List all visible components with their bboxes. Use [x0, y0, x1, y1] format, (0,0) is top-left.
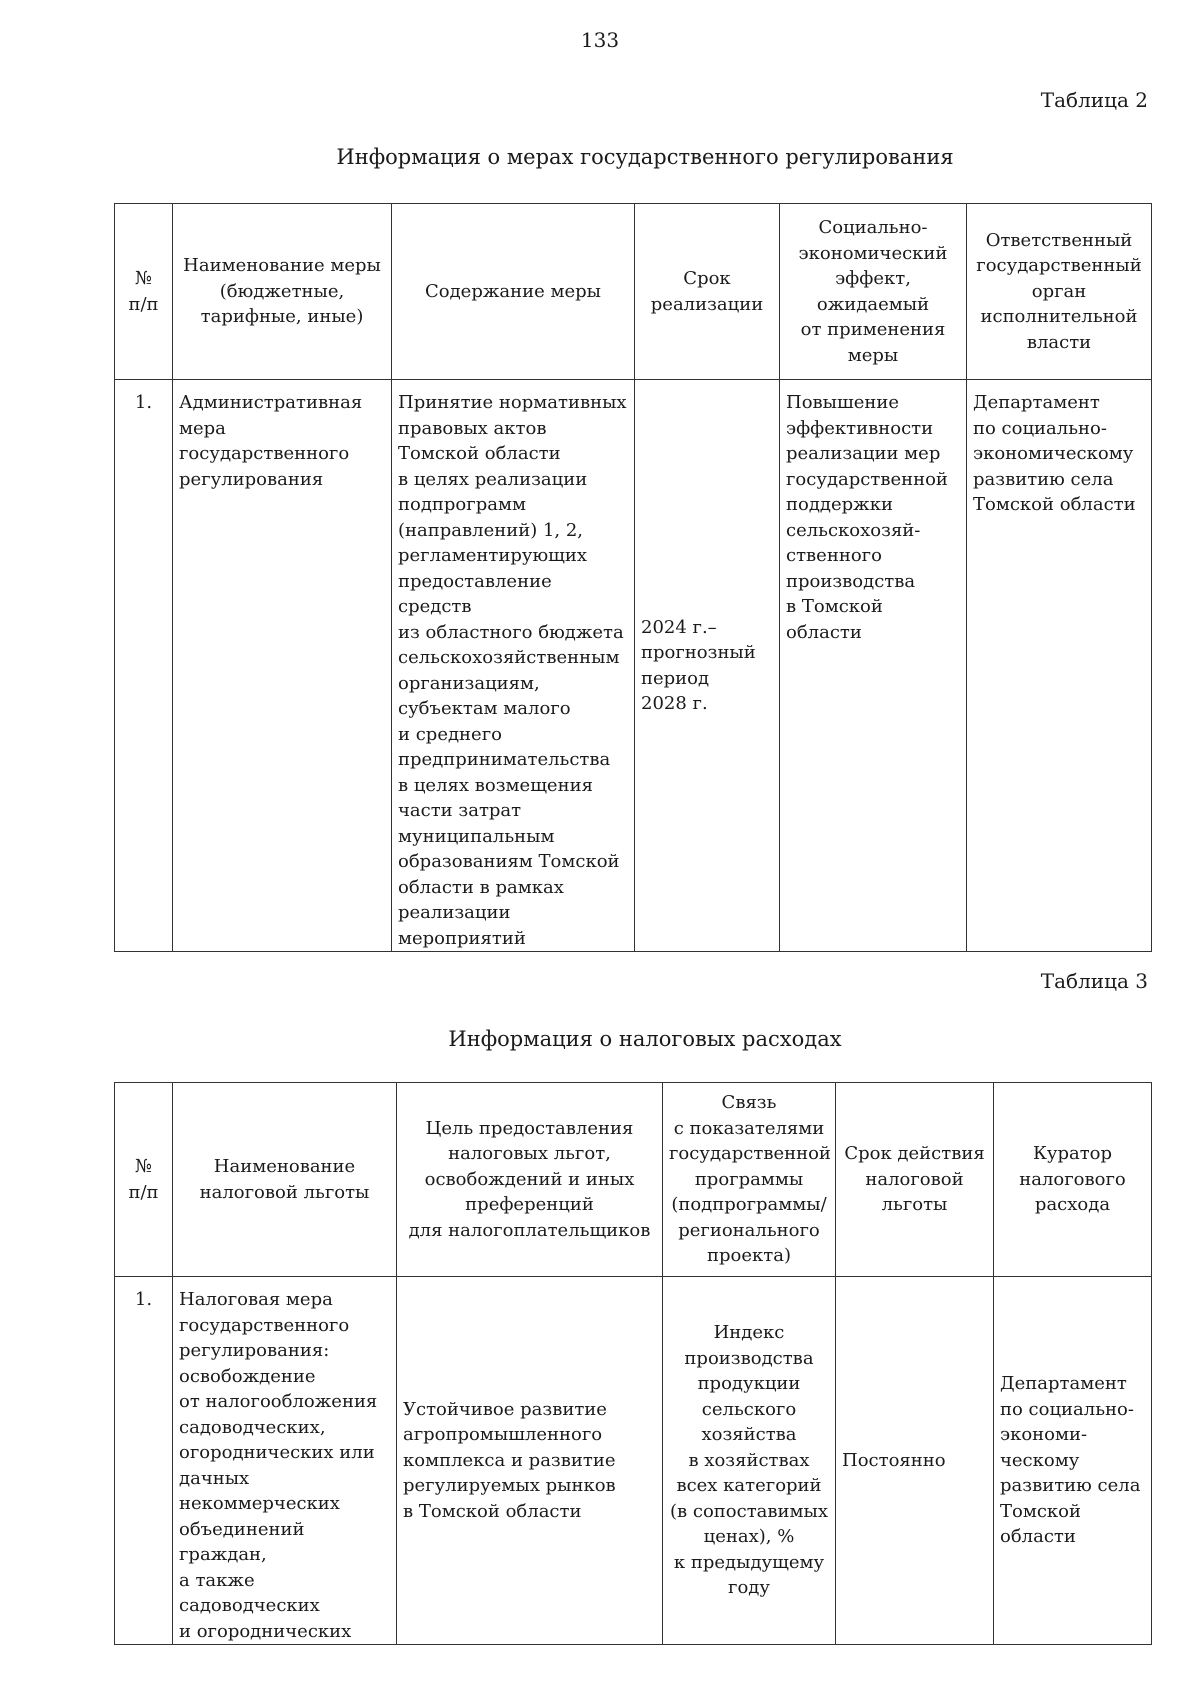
page-number: 133 — [580, 28, 620, 52]
row-effect: Повышение эффективности реализации мер государственной поддержки сельскохозяй- ственного производства в Томской области — [780, 380, 967, 952]
row-number: 1. — [115, 380, 173, 952]
header-number: № п/п — [115, 204, 173, 380]
header-validity-term: Срок действия налоговой льготы — [836, 1083, 994, 1277]
header-benefit-name: Наименование налоговой льготы — [173, 1083, 397, 1277]
row-term: 2024 г.– прогнозный период 2028 г. — [635, 380, 780, 952]
table-row — [115, 380, 1152, 952]
header-number: № п/п — [115, 1083, 173, 1277]
table3-label: Таблица 3 — [1040, 969, 1148, 993]
row-number: 1. — [115, 1277, 173, 1645]
row-curator: Департамент по социально- экономи- ческому развитию села Томской области — [994, 1277, 1152, 1645]
header-effect: Социально- экономический эффект, ожидаемый от применения меры — [780, 204, 967, 380]
header-term: Срок реализации — [635, 204, 780, 380]
row-indicator-link: Индекс производства продукции сельского хозяйства в хозяйствах всех категорий (в сопоставимых ценах), % к предыдущему году — [663, 1277, 836, 1645]
table2-title: Информация о мерах государственного регулирования — [336, 145, 954, 169]
measures-table-header-row — [115, 204, 1152, 380]
table2-label: Таблица 2 — [1040, 88, 1148, 112]
header-curator: Куратор налогового расхода — [994, 1083, 1152, 1277]
header-authority: Ответственный государственный орган исполнительной власти — [967, 204, 1152, 380]
row-goal: Устойчивое развитие агропромышленного комплекса и развитие регулируемых рынков в Томской области — [397, 1277, 663, 1645]
row-measure-name: Административная мера государственного регулирования — [173, 380, 392, 952]
tax-expenditures-table — [114, 1082, 1152, 1645]
measures-table — [114, 203, 1152, 952]
row-benefit-name: Налоговая мера государственного регулирования: освобождение от налогообложения садоводческих, огороднических или дачных некоммерческих объединений граждан, а также садоводческих и огороднических — [173, 1277, 397, 1645]
row-measure-content: Принятие нормативных правовых актов Томской области в целях реализации подпрограмм (направлений) 1, 2, регламентирующих предоставление средств из областного бюджета сельскохозяйственным организациям, субъектам малого и среднего предпринимательства в целях возмещения части затрат муниципальным образованиям Томской области в рамках реализации мероприятий — [392, 380, 635, 952]
header-indicator-link: Связь с показателями государственной программы (подпрограммы/ регионального проекта) — [663, 1083, 836, 1277]
row-validity-term: Постоянно — [836, 1277, 994, 1645]
tax-table-header-row — [115, 1083, 1152, 1277]
header-goal: Цель предоставления налоговых льгот, освобождений и иных преференций для налогоплательщиков — [397, 1083, 663, 1277]
row-authority: Департамент по социально- экономическому развитию села Томской области — [967, 380, 1152, 952]
table3-title: Информация о налоговых расходах — [448, 1027, 842, 1051]
header-measure-content: Содержание меры — [392, 204, 635, 380]
header-measure-name: Наименование меры (бюджетные, тарифные, иные) — [173, 204, 392, 380]
table-row — [115, 1277, 1152, 1645]
